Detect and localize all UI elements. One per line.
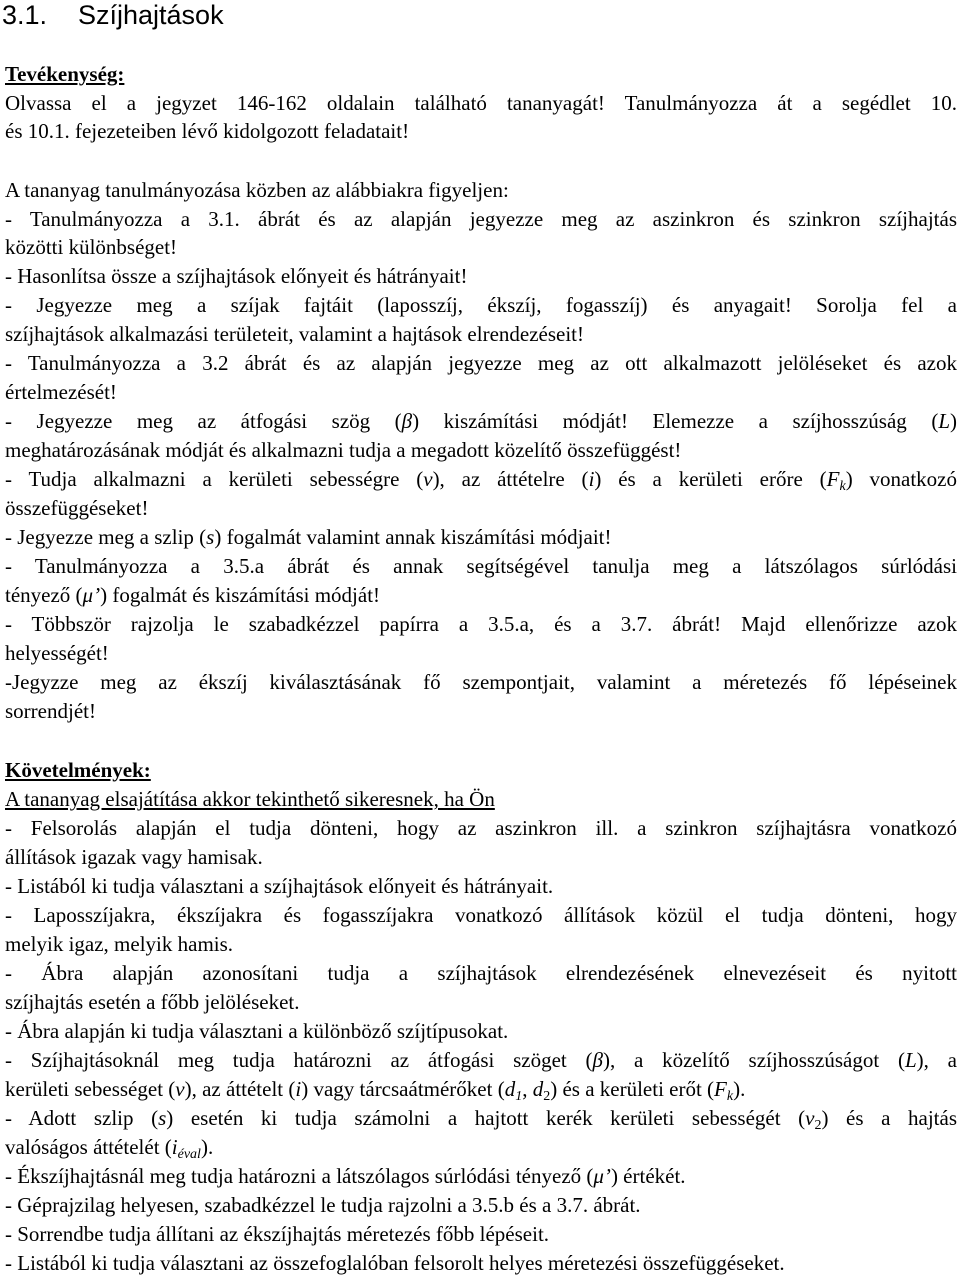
text-run: kerületi sebességet ( bbox=[5, 1077, 176, 1101]
text-run: - Ékszíjhajtásnál meg tudja határozni a látszólagos súrlódási tényező ( bbox=[5, 1164, 594, 1188]
requirement-10: - Sorrendbe tudja állítani az ékszíjhajtás méretezés főbb lépéseit. bbox=[5, 1222, 550, 1246]
activity-item-7 bbox=[5, 523, 957, 551]
text-run: ) vonatkozó bbox=[845, 467, 957, 491]
text-run: tényező ( bbox=[5, 583, 83, 607]
symbol-s: s bbox=[158, 1106, 167, 1130]
section-title: Szíjhajtások bbox=[78, 0, 224, 30]
activity-item-3-line-2: szíjhajtások alkalmazási területeit, valamint a hajtások elrendezéseit! bbox=[5, 322, 585, 346]
activity-item-2: - Hasonlítsa össze a szíjhajtások előnyeit és hátrányait! bbox=[5, 264, 468, 288]
activity-item-5-line-1 bbox=[5, 407, 957, 435]
text-run: ), a bbox=[916, 1048, 957, 1072]
activity-item-8-line-2 bbox=[5, 581, 957, 609]
requirement-5: - Ábra alapján ki tudja választani a különböző szíjtípusokat. bbox=[5, 1019, 509, 1043]
text-run: ), az áttételre ( bbox=[432, 467, 589, 491]
text-run: - Adott szlip ( bbox=[5, 1106, 159, 1130]
activity-item-6-line-2: összefüggéseket! bbox=[5, 496, 149, 520]
requirements-heading: Követelmények: bbox=[5, 758, 151, 782]
requirement-4-line-2: szíjhajtás esetén a főbb jelöléseket. bbox=[5, 990, 300, 1014]
text-run: ) fogalmát valamint annak kiszámítási módjait! bbox=[214, 525, 612, 549]
text-run: ) vagy tárcsaátmérőket ( bbox=[301, 1077, 505, 1101]
requirement-7-line-2 bbox=[5, 1133, 957, 1161]
requirement-3-line-1: - Laposszíjakra, ékszíjakra és fogasszíjakra vonatkozó állítások közül el tudja dönteni, hogy bbox=[5, 903, 957, 927]
activity-heading: Tevékenység: bbox=[5, 62, 125, 86]
subscript-k: k bbox=[839, 479, 846, 494]
text-run: - Szíjhajtásoknál meg tudja határozni az átfogási szöget ( bbox=[5, 1048, 593, 1072]
activity-item-10-line-1: -Jegyzze meg az ékszíj kiválasztásának fő szempontjait, valamint a méretezés fő lépéseinek bbox=[5, 670, 957, 694]
activity-item-10-line-2: sorrendjét! bbox=[5, 699, 96, 723]
activity-item-3-line-1: - Jegyezze meg a szíjak fajtáit (laposszíj, ékszíj, fogasszíj) és anyagait! Sorolja fel a bbox=[5, 293, 957, 317]
text-run: - Jegyezze meg az átfogási szög ( bbox=[5, 409, 402, 433]
text-run: ) és a hajtás bbox=[821, 1106, 958, 1130]
symbol-v: v bbox=[805, 1106, 815, 1130]
activity-item-6-line-1 bbox=[5, 465, 957, 493]
symbol-f: F bbox=[826, 467, 840, 491]
symbol-l: L bbox=[904, 1048, 917, 1072]
text-run: ). bbox=[733, 1077, 746, 1101]
text-run: ). bbox=[200, 1135, 214, 1159]
requirement-1-line-2: állítások igazak vagy hamisak. bbox=[5, 845, 263, 869]
symbol-s: s bbox=[206, 525, 215, 549]
symbol-d: d bbox=[504, 1077, 516, 1101]
requirement-7-line-1 bbox=[5, 1104, 957, 1132]
symbol-v: v bbox=[423, 467, 433, 491]
requirement-9: - Géprajzilag helyesen, szabadkézzel le tudja rajzolni a 3.5.b és a 3.7. ábrát. bbox=[5, 1193, 641, 1217]
activity-item-4-line-2: értelmezését! bbox=[5, 380, 117, 404]
requirement-2: - Listából ki tudja választani a szíjhajtások előnyeit és hátrányait. bbox=[5, 874, 554, 898]
requirement-1-line-1: - Felsorolás alapján el tudja dönteni, hogy az aszinkron ill. a szinkron szíjhajtásra vonatkozó bbox=[5, 816, 957, 840]
activity-item-9-line-2: helyességét! bbox=[5, 641, 109, 665]
activity-item-4-line-1: - Tanulmányozza a 3.2 ábrát és az alapján jegyezze meg az ott alkalmazott jelöléseket és azok bbox=[5, 351, 957, 375]
subscript-1: 1 bbox=[515, 1089, 523, 1104]
text-run: ) kiszámítási módját! Elemezze a szíjhosszúság ( bbox=[412, 409, 939, 433]
text-run: ) értékét. bbox=[610, 1164, 686, 1188]
symbol-beta: β bbox=[401, 409, 413, 433]
activity-intro-line-1: Olvassa el a jegyzet 146-162 oldalain található tananyagát! Tanulmányozza át a segédlet 10. bbox=[5, 91, 957, 115]
activity-item-8-line-1: - Tanulmányozza a 3.5.a ábrát és annak segítségével tanulja meg a látszólagos súrlódási bbox=[5, 554, 957, 578]
section-number: 3.1. bbox=[2, 0, 48, 30]
requirements-lead: A tananyag elsajátítása akkor tekinthető sikeresnek, ha Ön bbox=[5, 787, 495, 811]
subscript-k: k bbox=[726, 1089, 734, 1104]
text-run: ) bbox=[950, 409, 957, 433]
requirement-3-line-2: melyik igaz, melyik hamis. bbox=[5, 932, 234, 956]
text-run: - Jegyezze meg a szlip ( bbox=[5, 525, 207, 549]
text-run: ), a közelítő szíjhosszúságot ( bbox=[603, 1048, 905, 1072]
text-run: , bbox=[522, 1077, 533, 1101]
text-run: ), az áttételt ( bbox=[184, 1077, 296, 1101]
requirement-4-line-1: - Ábra alapján azonosítani tudja a szíjhajtások elrendezésének elnevezéseit és nyitott bbox=[5, 961, 957, 985]
requirement-6-line-2 bbox=[5, 1075, 957, 1103]
text-run: - Tudja alkalmazni a kerületi sebességre ( bbox=[5, 467, 424, 491]
activity-intro-line-2: és 10.1. fejezeteiben lévő kidolgozott feladatait! bbox=[5, 119, 410, 143]
text-run: ) fogalmát és kiszámítási módját! bbox=[100, 583, 381, 607]
symbol-f: F bbox=[714, 1077, 727, 1101]
activity-item-1-line-2: közötti különbséget! bbox=[5, 235, 178, 259]
symbol-beta: β bbox=[592, 1048, 603, 1072]
symbol-mu: μ’ bbox=[593, 1164, 611, 1188]
text-run: ) és a kerületi erőre ( bbox=[594, 467, 827, 491]
symbol-l: L bbox=[938, 409, 950, 433]
symbol-i: i bbox=[295, 1077, 302, 1101]
activity-focus-lead: A tananyag tanulmányozása közben az alábbiakra figyeljen: bbox=[5, 178, 509, 202]
text-run: ) és a kerületi erőt ( bbox=[550, 1077, 715, 1101]
symbol-d: d bbox=[532, 1077, 544, 1101]
subscript-2: 2 bbox=[814, 1118, 822, 1133]
symbol-i: i bbox=[588, 467, 595, 491]
text-run: ) esetén ki tudja számolni a hajtott kerék kerületi sebességét ( bbox=[166, 1106, 806, 1130]
activity-item-9-line-1: - Többször rajzolja le szabadkézzel papírra a 3.5.a, és a 3.7. ábrát! Majd ellenőrizze azok bbox=[5, 612, 957, 636]
subscript-eval: éval bbox=[177, 1147, 201, 1162]
activity-item-5-line-2: meghatározásának módját és alkalmazni tudja a megadott közelítő összefüggést! bbox=[5, 438, 682, 462]
requirement-11: - Listából ki tudja választani az összefoglalóban felsorolt helyes méretezési összefüggéseket. bbox=[5, 1251, 785, 1275]
symbol-v: v bbox=[175, 1077, 185, 1101]
requirement-8 bbox=[5, 1162, 957, 1190]
activity-item-1-line-1: - Tanulmányozza a 3.1. ábrát és az alapján jegyezze meg az aszinkron és szinkron szíjhajtás bbox=[5, 207, 957, 231]
subscript-2: 2 bbox=[543, 1089, 551, 1104]
requirement-6-line-1 bbox=[5, 1046, 957, 1074]
symbol-i: i bbox=[171, 1135, 178, 1159]
text-run: valóságos áttételét ( bbox=[5, 1135, 172, 1159]
symbol-mu: μ’ bbox=[82, 583, 101, 607]
section-heading bbox=[2, 0, 224, 32]
